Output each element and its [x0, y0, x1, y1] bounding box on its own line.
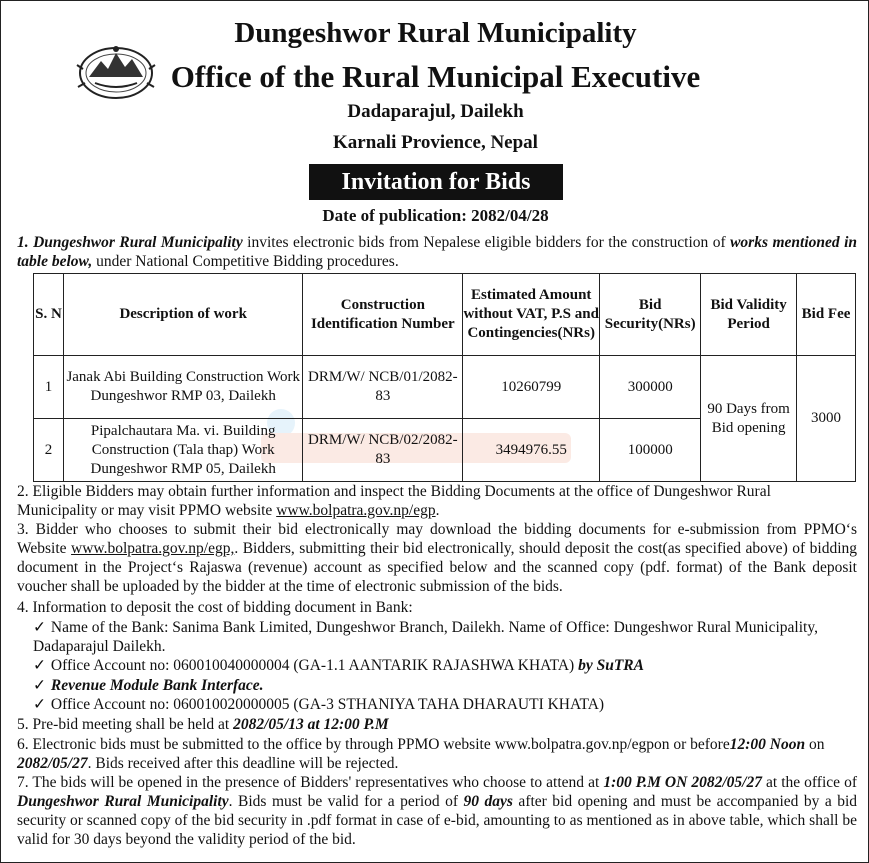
item-text: . [435, 502, 440, 519]
item-5 [17, 715, 857, 734]
address-line-1: Dadaparajul, Dailekh [347, 101, 524, 122]
header-bid-security: Bid Security(NRs) [600, 274, 701, 356]
item-2 [17, 482, 837, 520]
bullet-account-2 [33, 695, 853, 714]
item-4 [17, 598, 857, 617]
item-text: Pre-bid meeting shall be held at [32, 716, 234, 733]
emphasis-text: 1:00 P.M ON 2082/05/27 [603, 774, 762, 791]
checkmark-icon: ✓ [33, 677, 46, 694]
item-text: . Bidders, submitting their bid electronically, should deposit the cost(as specified above) of bidding document in the Project‘s Rajaswa (revenue) account as specified below and the scanned copy (pdf. format) of the Bank deposit voucher shall be uploaded by the bidder at the time of electronic submission of the bids. [17, 540, 857, 595]
item-number: 7. [17, 774, 29, 791]
cell-sn: 2 [34, 419, 64, 482]
cell-bid-security: 300000 [600, 356, 701, 419]
checkmark-icon: ✓ [33, 696, 46, 713]
item-7 [17, 773, 857, 849]
bolpatra-link[interactable]: www.bolpatra.gov.np/egp, [71, 540, 235, 557]
item-number: 4. [17, 599, 29, 616]
table-row [34, 356, 856, 419]
emphasis-text: 90 days [463, 793, 513, 810]
item-text: . Bids received after this deadline will be rejected. [87, 755, 399, 772]
cell-bid-security: 100000 [600, 419, 701, 482]
publication-date: Date of publication: 2082/04/28 [322, 206, 549, 225]
checkmark-icon: ✓ [33, 657, 46, 674]
emphasis-text: 12:00 Noon [729, 736, 806, 753]
item-1 [17, 233, 857, 271]
item-text: under National Competitive Bidding procedures. [92, 253, 399, 270]
cell-sn: 1 [34, 356, 64, 419]
item-number: 1. [17, 234, 29, 251]
header-estimated-amount: Estimated Amount without VAT, P.S and Contingencies(NRs) [463, 274, 600, 356]
header-bid-validity: Bid Validity Period [701, 274, 797, 356]
item-number: 6. [17, 736, 29, 753]
item-text: Electronic bids must be submitted to the office by through PPMO website www.bolpatra.gov.np/egpon or before [32, 736, 730, 753]
municipality-title: Dungeshwor Rural Municipality [234, 17, 637, 49]
item-3 [17, 520, 857, 596]
header-bid-fee: Bid Fee [797, 274, 856, 356]
emphasis-text: works mentioned in table below, [17, 234, 858, 270]
cell-estimated-amount: 3494976.55 [463, 419, 600, 482]
address-line-2: Karnali Provience, Nepal [333, 132, 538, 153]
cell-estimated-amount: 10260799 [463, 356, 600, 419]
cell-bid-validity: 90 Days from Bid opening [701, 356, 797, 482]
bullet-text: Office Account no: 060010020000005 (GA-3 STHANIYA TAHA DHARAUTI KHATA) [50, 696, 605, 713]
item-text: Information to deposit the cost of bidding document in Bank: [32, 599, 413, 616]
emphasis-text: by SuTRA [578, 657, 644, 674]
emphasis-text: Dungeshwor Rural Municipality [17, 793, 229, 810]
bullet-account-1 [33, 656, 853, 675]
cell-description: Pipalchautara Ma. vi. Building Construction (Tala thap) Work Dungeshwor RMP 05, Dailekh [63, 419, 303, 482]
cell-construction-id: DRM/W/ NCB/01/2082-83 [303, 356, 463, 419]
header-sn: S. N [34, 274, 64, 356]
header-description: Description of work [63, 274, 303, 356]
cell-construction-id: DRM/W/ NCB/02/2082-83 [303, 419, 463, 482]
item-text: . Bids must be valid for a period of [228, 793, 464, 810]
bullet-text: Name of the Bank: Sanima Bank Limited, Dungeshwor Branch, Dailekh. Name of Office: Dungeshwor Rural Municipality, Dadaparajul Dailekh. [33, 619, 818, 655]
cell-bid-fee: 3000 [797, 356, 856, 482]
item-text: on [805, 736, 825, 753]
bullet-bank-name [33, 618, 833, 656]
municipality-name: Dungeshwor Rural Municipality [33, 234, 243, 251]
emphasis-text: 2082/05/13 at 12:00 P.M [233, 716, 389, 733]
item-text: invites electronic bids from Nepalese eligible bidders for the construction of [242, 234, 731, 251]
header-construction-id: Construction Identification Number [303, 274, 463, 356]
item-text: Eligible Bidders may obtain further information and inspect the Bidding Documents at the office of Dungeshwor Rural Municipality or may visit PPMO website [17, 483, 771, 519]
bolpatra-link[interactable]: www.bolpatra.gov.np/egp [276, 502, 436, 519]
bullet-revenue-module [33, 676, 853, 695]
bids-table [33, 273, 856, 482]
item-6 [17, 735, 847, 773]
invitation-banner: Invitation for Bids [309, 164, 563, 200]
checkmark-icon: ✓ [33, 619, 46, 636]
item-number: 3. [17, 521, 29, 538]
item-text: The bids will be opened in the presence of Bidders' representatives who choose to attend at [32, 774, 604, 791]
cell-description: Janak Abi Building Construction Work Dungeshwor RMP 03, Dailekh [63, 356, 303, 419]
item-text: Bidder who chooses to submit their bid electronically may download the bidding documents for e-submission from PPMO‘s Website [17, 521, 858, 557]
office-title: Office of the Rural Municipal Executive [170, 59, 701, 94]
emphasis-text: 2082/05/27 [17, 755, 88, 772]
emphasis-text: Revenue Module Bank Interface. [50, 677, 264, 694]
item-number: 2. [17, 483, 29, 500]
bullet-text: Office Account no: 060010040000004 (GA-1.1 AANTARIK RAJASHWA KHATA) [50, 657, 579, 674]
item-number: 5. [17, 716, 29, 733]
table-header-row [34, 274, 856, 356]
item-text: at the office of [761, 774, 857, 791]
item-text: after bid opening and must be accompanied by a bid security or scanned copy of the bid security in .pdf format in case of e-bid, amounting to as mentioned as in above table, which shall be valid for 30 days beyond the validity period of the bid. [17, 793, 858, 848]
